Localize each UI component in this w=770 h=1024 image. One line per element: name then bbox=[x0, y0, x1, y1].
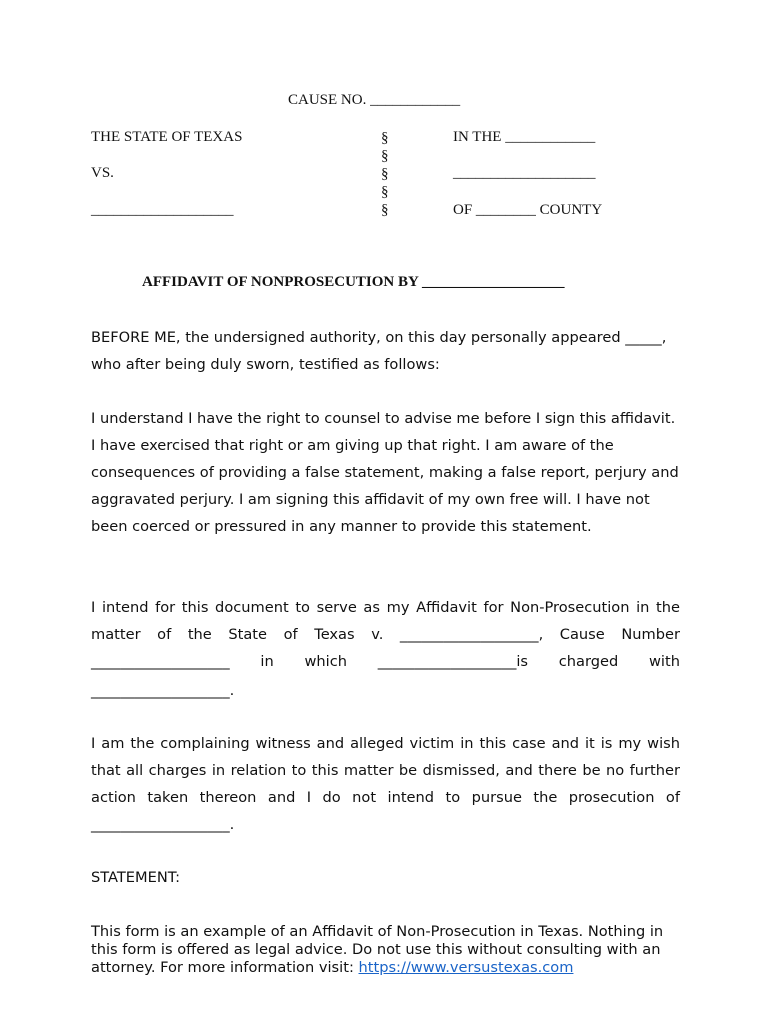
caption-county: OF ________ COUNTY bbox=[453, 202, 603, 218]
section-mark: § bbox=[381, 166, 389, 182]
caption-defendant-blank: ___________________ bbox=[91, 202, 234, 218]
word: in bbox=[260, 653, 274, 670]
caption-vs: VS. bbox=[91, 165, 114, 181]
caption-court: IN THE ____________ bbox=[453, 129, 596, 145]
charged-party-blank: ___________________is bbox=[377, 653, 529, 670]
section-mark: § bbox=[381, 202, 389, 218]
paragraph-intent-line bbox=[91, 650, 680, 674]
caption-court-blank: ___________________ bbox=[453, 165, 596, 181]
cause-number: CAUSE NO. ____________ bbox=[288, 92, 461, 108]
paragraph-intent: I intend for this document to serve as my Affidavit for Non-Prosecution in the matter of the State of Texas v. ___________________, Cause Number bbox=[91, 599, 680, 643]
defendant-blank: ___________________ bbox=[91, 653, 230, 670]
disclaimer-footer bbox=[91, 923, 691, 977]
paragraph-appearance: BEFORE ME, the undersigned authority, on this day personally appeared _____, who after being duly sworn, testified as follows: bbox=[91, 329, 667, 373]
section-mark: § bbox=[381, 148, 389, 164]
section-mark: § bbox=[381, 130, 389, 146]
offense-blank: ___________________. bbox=[91, 682, 235, 699]
word: charged bbox=[558, 653, 619, 670]
paragraph-rights: I understand I have the right to counsel to advise me before I sign this affidavit. I have exercised that right or am giving up that right. I am aware of the consequences of providing a false statement, making a false report, perjury and aggravated perjury. I am signing this affidavit of my own free will. I have not been coerced or pressured in any manner to provide this statement. bbox=[91, 410, 679, 535]
section-marks-column bbox=[381, 129, 389, 219]
paragraph-dismissal-wish: I am the complaining witness and alleged victim in this case and it is my wish that all charges in relation to this matter be dismissed, and there be no further action taken thereon and I do not intend to pursue the prosecution of ___________________. bbox=[91, 735, 680, 833]
website-link[interactable]: https://www.versustexas.com bbox=[358, 959, 574, 976]
document-title: AFFIDAVIT OF NONPROSECUTION BY ___________________ bbox=[142, 274, 565, 290]
disclaimer-text: This form is an example of an Affidavit of Non-Prosecution in Texas. Nothing in this form is offered as legal advice. Do not use this without consulting with an attorney. For more information visit: bbox=[91, 923, 664, 976]
statement-label: STATEMENT: bbox=[91, 869, 180, 886]
word: with bbox=[649, 653, 680, 670]
word: which bbox=[304, 653, 347, 670]
caption-state: THE STATE OF TEXAS bbox=[91, 129, 243, 145]
section-mark: § bbox=[381, 184, 389, 200]
